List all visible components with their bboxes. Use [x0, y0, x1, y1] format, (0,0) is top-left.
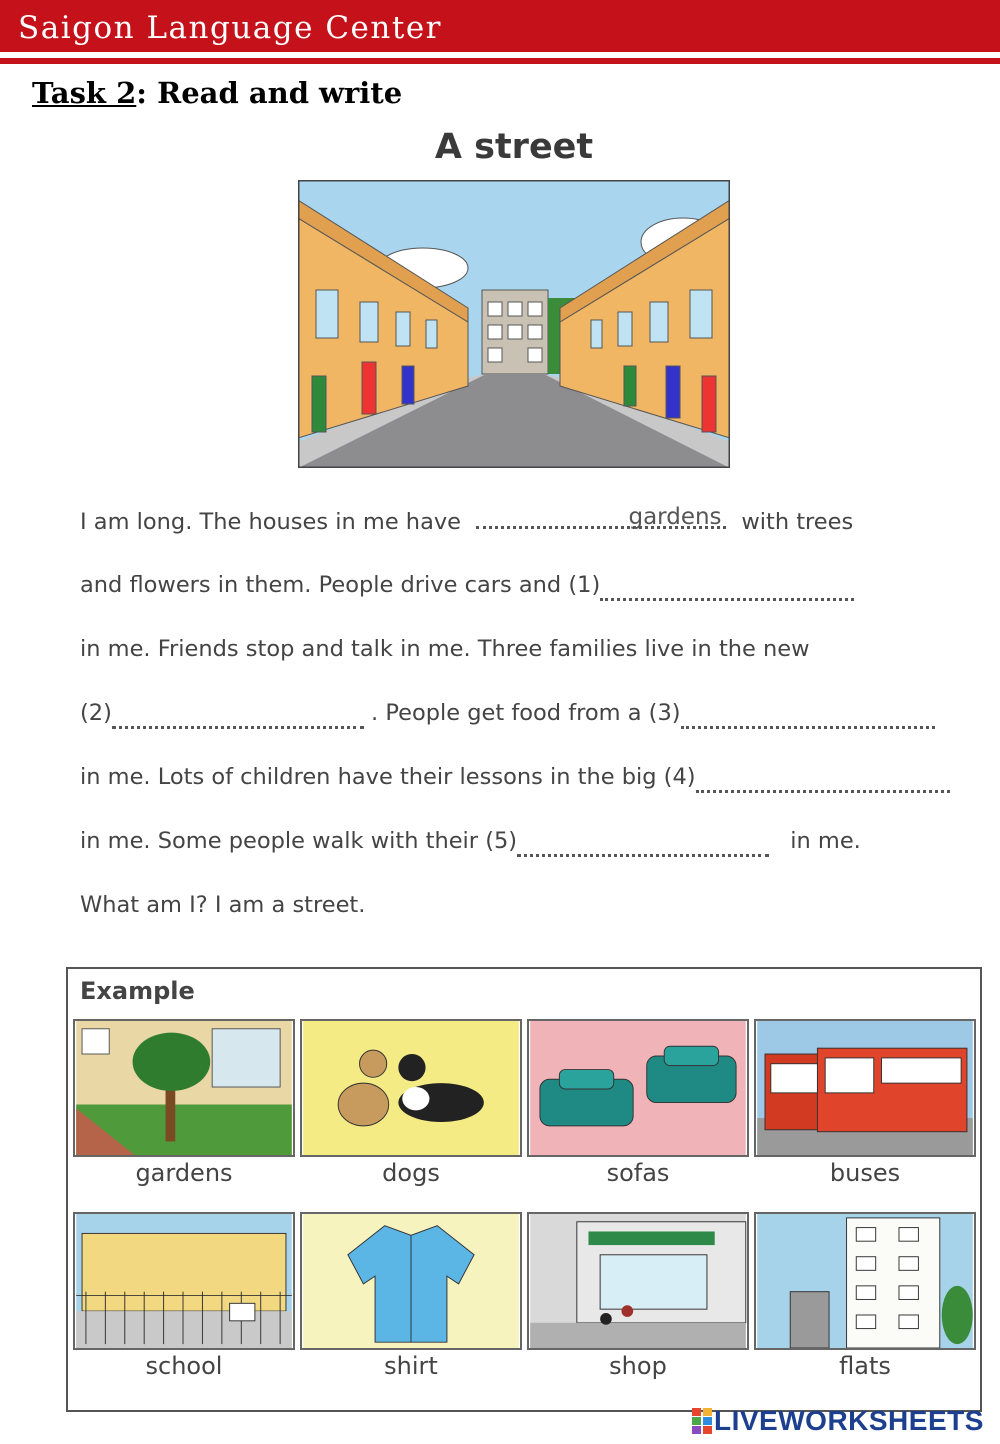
caption-shop: shop [609, 1352, 667, 1380]
worksheet-title: A street [434, 127, 594, 167]
caption-sofas: sofas [606, 1159, 670, 1187]
caption-flats: flats [839, 1352, 891, 1380]
card-buses [754, 1019, 976, 1199]
caption-gardens: gardens [135, 1159, 233, 1187]
shirt-picture [300, 1212, 522, 1350]
passage-text: in me. Some people walk with their (5) [80, 828, 518, 854]
card-sofas [527, 1019, 749, 1199]
buses-picture [754, 1019, 976, 1157]
street-illustration [298, 180, 730, 468]
header-bar [0, 0, 1000, 52]
passage-text: I am long. The houses in me have [80, 509, 462, 535]
passage-text: with trees [741, 509, 854, 535]
passage-text: in me. [790, 828, 861, 854]
caption-dogs: dogs [382, 1159, 440, 1187]
brand-name: Saigon Language Center [18, 10, 442, 46]
passage-line-6 [80, 828, 861, 857]
passage-line-5 [80, 764, 950, 793]
passage-text: (2) [80, 700, 112, 726]
blank-3-input[interactable] [681, 704, 935, 729]
card-gardens [73, 1019, 295, 1199]
school-picture [73, 1212, 295, 1350]
sofas-picture [527, 1019, 749, 1157]
blank-2-input[interactable] [112, 704, 364, 729]
liveworksheets-wordmark: LIVEWORKSHEETS [714, 1405, 984, 1436]
passage-line-7: What am I? I am a street. [80, 892, 366, 918]
caption-school: school [145, 1352, 223, 1380]
card-school [73, 1212, 295, 1392]
passage-text: in me. Lots of children have their lessons in the big (4) [80, 764, 696, 790]
card-shop [527, 1212, 749, 1392]
passage-line-4 [80, 700, 935, 729]
blank-5-input[interactable] [517, 832, 769, 857]
caption-shirt: shirt [384, 1352, 438, 1380]
card-dogs [300, 1019, 522, 1199]
shop-picture [527, 1212, 749, 1350]
example-label: Example [80, 977, 195, 1005]
example-box [66, 967, 982, 1412]
passage-line-1 [80, 506, 853, 535]
passage-text: . People get food from a (3) [371, 700, 681, 726]
card-flats [754, 1212, 976, 1392]
dogs-picture [300, 1019, 522, 1157]
task-label: Task 2 [32, 76, 137, 110]
caption-buses: buses [829, 1159, 901, 1187]
passage-text: and flowers in them. People drive cars and (1) [80, 572, 601, 598]
blank-4-input[interactable] [696, 768, 950, 793]
flats-picture [754, 1212, 976, 1350]
task-heading [32, 76, 402, 110]
liveworksheets-logo [692, 1404, 984, 1438]
passage-line-2 [80, 572, 854, 601]
liveworksheets-icon [692, 1408, 712, 1434]
blank-1-input[interactable] [600, 576, 854, 601]
example-answer: gardens [628, 504, 722, 530]
passage-line-3: in me. Friends stop and talk in me. Three families live in the new [80, 636, 810, 662]
header-underline [0, 58, 1000, 64]
garden-picture [73, 1019, 295, 1157]
card-shirt [300, 1212, 522, 1392]
task-instruction: : Read and write [136, 76, 403, 110]
